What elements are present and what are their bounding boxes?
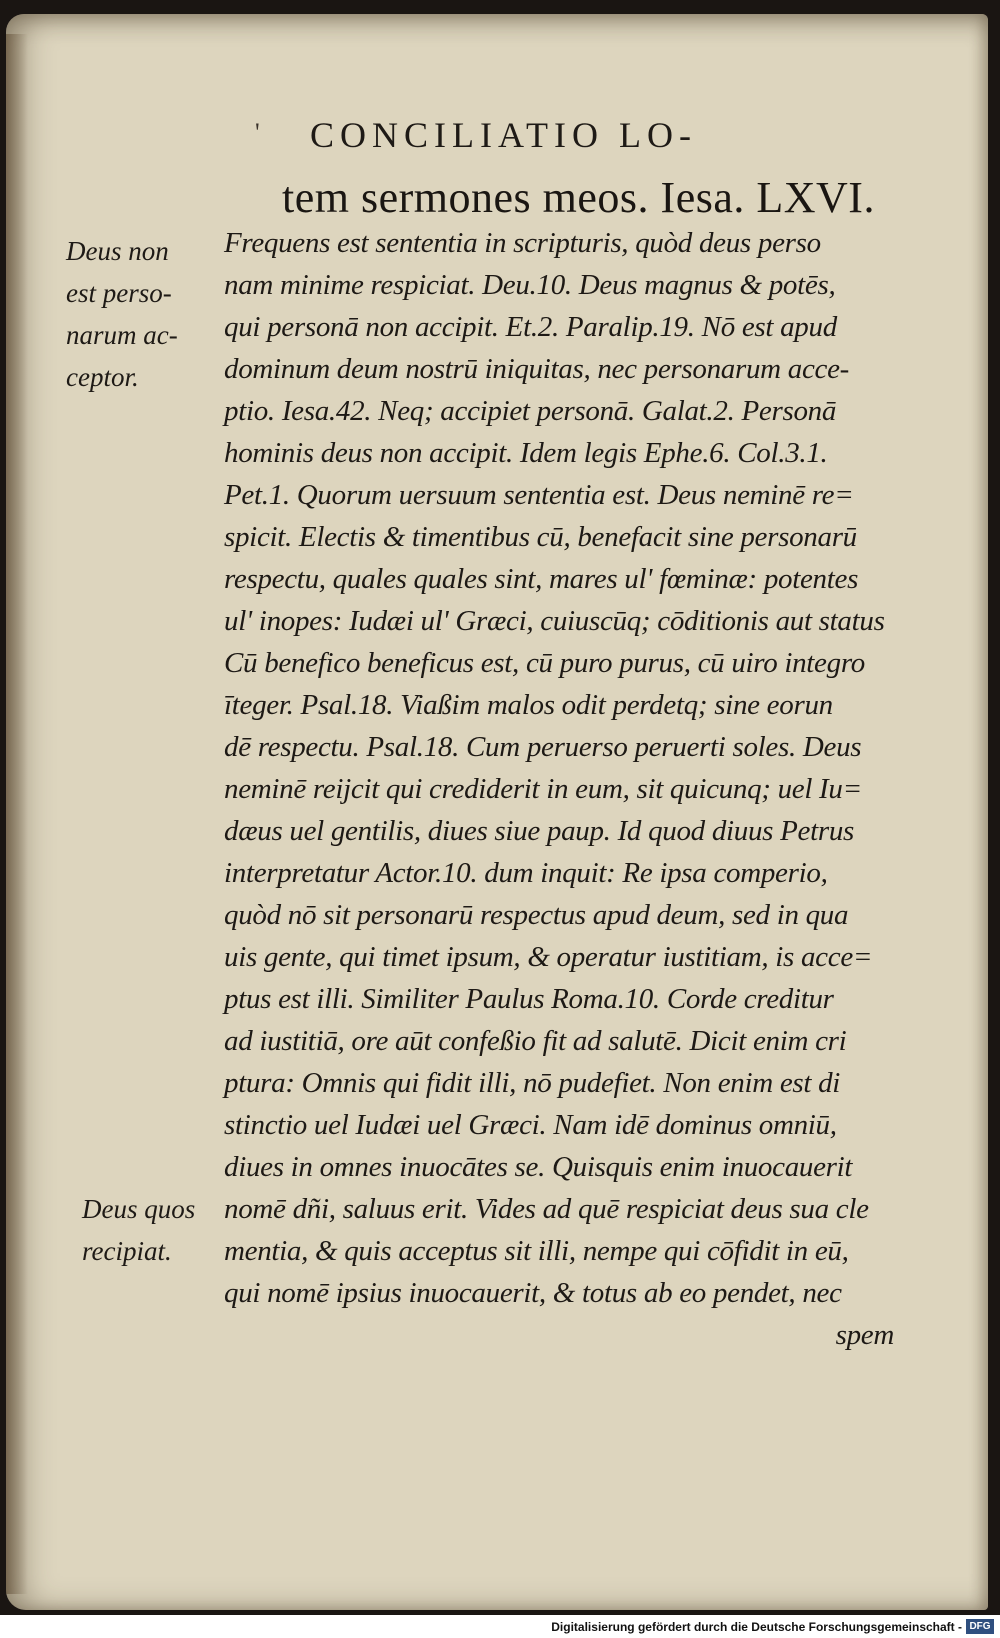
text-line: stinctio uel Iudæi uel Græci. Nam idē dominus omniū, [224,1109,837,1141]
text-line: qui personā non accipit. Et.2. Paralip.19. Nō est apud [224,311,837,343]
page-gutter-shadow [6,34,28,1594]
text-line: hominis deus non accipit. Idem legis Ephe.6. Col.3.1. [224,437,828,469]
catchword: spem [835,1319,894,1351]
text-line: dominum deum nostrū iniquitas, nec personarum acce- [224,353,850,385]
text-line: nomē dñi, saluus erit. Vides ad quē respiciat deus sua cle [224,1193,869,1225]
running-header: CONCILIATIO LO- [310,115,697,155]
text-line: mentia, & quis acceptus sit illi, nempe qui cōfidit in eū, [224,1235,849,1267]
text-line: Pet.1. Quorum uersuum sententia est. Deus neminē re= [224,479,854,511]
margin-note-line: Deus quos [82,1194,196,1224]
dfg-logo: DFG [966,1619,994,1634]
header-mark: ' [255,118,260,147]
text-line: īteger. Psal.18. Viaßim malos odit perdetq; sine eorun [224,689,833,721]
text-line: respectu, quales quales sint, mares ul' fœminæ: potentes [224,563,859,595]
text-line: ptura: Omnis qui fidit illi, nō pudefiet. Non enim est di [224,1067,841,1099]
text-line: Frequens est sententia in scripturis, quòd deus perso [224,227,821,259]
margin-note-line: recipiat. [82,1236,172,1266]
text-line: dæus uel gentilis, diues siue paup. Id quod diuus Petrus [224,815,855,847]
text-line: quòd nō sit personarū respectus apud deum, sed in qua [224,899,849,931]
text-line: ad iustitiā, ore aūt confeßio fit ad salutē. Dicit enim cri [224,1025,847,1057]
text-line: ul' inopes: Iudæi ul' Græci, cuiuscūq; cōditionis aut status [224,605,885,637]
margin-note-deus-quos-recipiat [82,1188,195,1272]
text-line: uis gente, qui timet ipsum, & operatur iustitiam, is acce= [224,941,873,973]
text-line: ptio. Iesa.42. Neq; accipiet personā. Galat.2. Personā [224,395,837,427]
margin-note-line: ceptor. [66,362,139,392]
text-line: Cū benefico beneficus est, cū puro purus, cū uiro integro [224,647,865,679]
margin-note-deus-non-acceptor [66,230,178,398]
body-text [224,222,924,1356]
text-line: interpretatur Actor.10. dum inquit: Re ipsa comperio, [224,857,828,889]
text-line: diues in omnes inuocātes se. Quisquis enim inuocauerit [224,1151,853,1183]
text-line: dē respectu. Psal.18. Cum peruerso peruerti soles. Deus [224,731,862,763]
text-line: nam minime respiciat. Deu.10. Deus magnus & potēs, [224,269,836,301]
text-line: qui nomē ipsius inuocauerit, & totus ab eo pendet, nec [224,1277,842,1309]
text-line: neminē reijcit qui crediderit in eum, sit quicunq; uel Iu= [224,773,862,805]
margin-note-line: est perso- [66,278,172,308]
text-line: spicit. Electis & timentibus cū, benefacit sine personarū [224,521,857,553]
margin-note-line: narum ac- [66,320,178,350]
page-subtitle: tem sermones meos. Iesa. LXVI. [282,173,875,222]
text-line: ptus est illi. Similiter Paulus Roma.10. Corde creditur [224,983,834,1015]
digitization-credit: Digitalisierung gefördert durch die Deutsche Forschungsgemeinschaft - [551,1620,962,1634]
margin-note-line: Deus non [66,236,169,266]
